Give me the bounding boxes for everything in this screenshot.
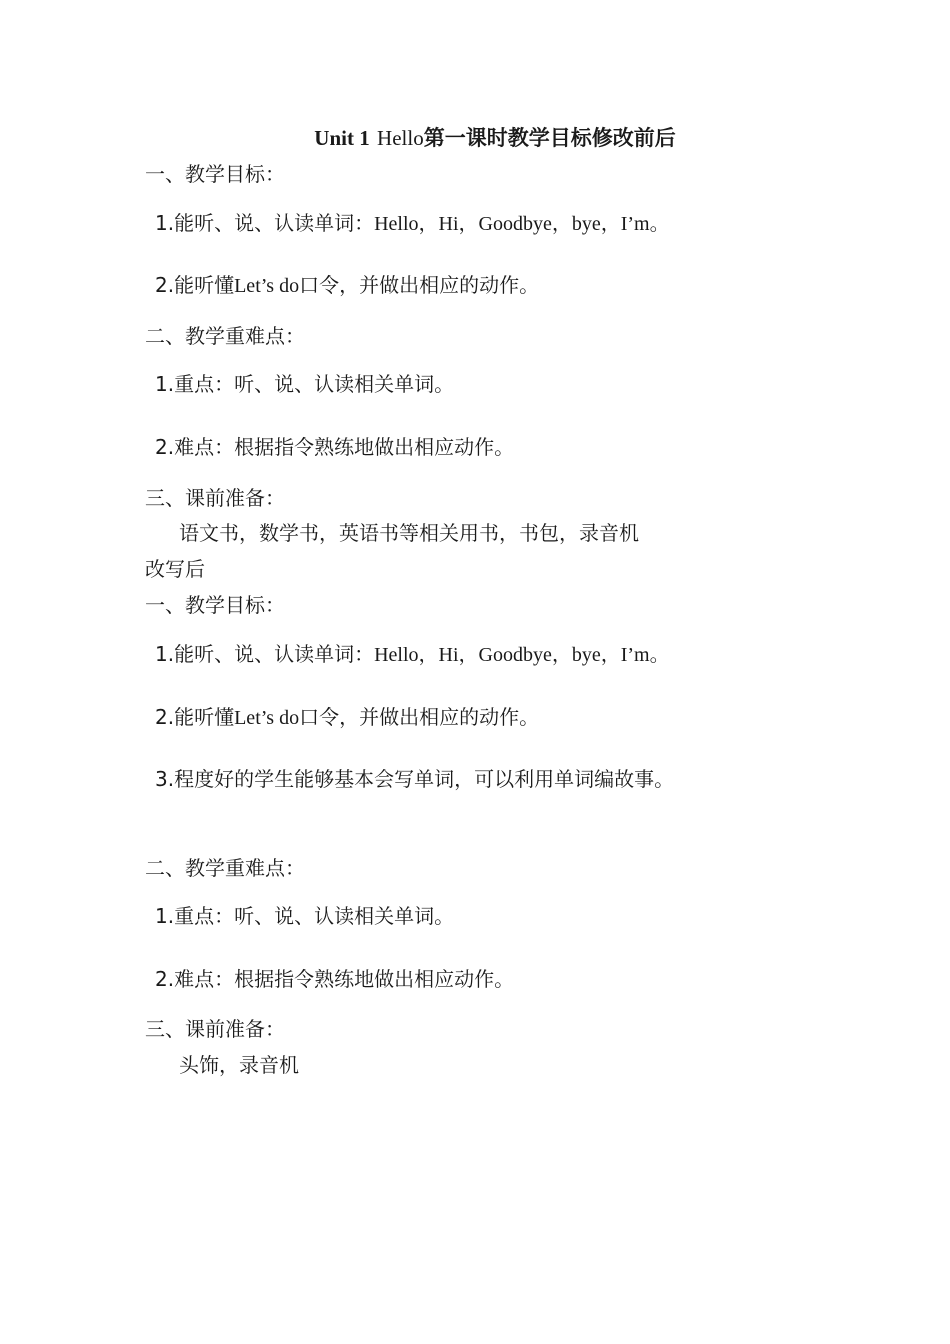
before-prep-heading: 三、课前准备： bbox=[145, 486, 285, 510]
after-objective-1-prefix: 1.能听、说、认读单词： bbox=[155, 642, 375, 666]
after-objective-3: 3.程度好的学生能够基本会写单词，可以利用单词编故事。 bbox=[155, 767, 675, 791]
after-prep-heading: 三、课前准备： bbox=[145, 1017, 285, 1041]
after-objective-1 bbox=[155, 640, 670, 669]
after-keypoint-2: 2.难点：根据指令熟练地做出相应动作。 bbox=[155, 967, 515, 991]
before-objective-2-suffix: 口令，并做出相应的动作。 bbox=[299, 273, 540, 297]
after-keypoints-heading: 二、教学重难点： bbox=[145, 856, 305, 880]
before-keypoints-heading: 二、教学重难点： bbox=[145, 324, 305, 348]
after-objective-2-prefix: 2.能听懂 bbox=[155, 705, 235, 729]
before-objective-1-prefix: 1.能听、说、认读单词： bbox=[155, 211, 375, 235]
title-name: Hello bbox=[377, 126, 424, 150]
title-unit: Unit 1 bbox=[314, 126, 370, 150]
before-objective-2-prefix: 2.能听懂 bbox=[155, 273, 235, 297]
after-prep-text: 头饰，录音机 bbox=[179, 1053, 299, 1077]
title-rest: 第一课时教学目标修改前后 bbox=[423, 126, 676, 150]
before-keypoint-1: 1.重点：听、说、认读相关单词。 bbox=[155, 372, 455, 396]
after-objective-1-end: 。 bbox=[649, 642, 670, 666]
rewrite-label: 改写后 bbox=[145, 557, 205, 581]
before-objective-1-end: 。 bbox=[649, 211, 670, 235]
before-prep-text: 语文书，数学书，英语书等相关用书，书包，录音机 bbox=[179, 521, 639, 545]
after-objectives-heading: 一、教学目标： bbox=[145, 593, 285, 617]
after-objective-2-suffix: 口令，并做出相应的动作。 bbox=[299, 705, 540, 729]
after-objective-2-en: Let’s do bbox=[234, 707, 300, 729]
document-title bbox=[0, 124, 950, 152]
before-objective-2 bbox=[155, 271, 539, 300]
before-objectives-heading: 一、教学目标： bbox=[145, 162, 285, 186]
before-objective-2-en: Let’s do bbox=[234, 275, 300, 297]
before-keypoint-2: 2.难点：根据指令熟练地做出相应动作。 bbox=[155, 435, 515, 459]
after-objective-2 bbox=[155, 703, 539, 732]
before-objective-1 bbox=[155, 209, 670, 238]
after-objective-1-words: Hello，Hi，Goodbye，bye，I’m bbox=[374, 644, 650, 666]
before-objective-1-words: Hello，Hi，Goodbye，bye，I’m bbox=[374, 213, 650, 235]
after-keypoint-1: 1.重点：听、说、认读相关单词。 bbox=[155, 904, 455, 928]
